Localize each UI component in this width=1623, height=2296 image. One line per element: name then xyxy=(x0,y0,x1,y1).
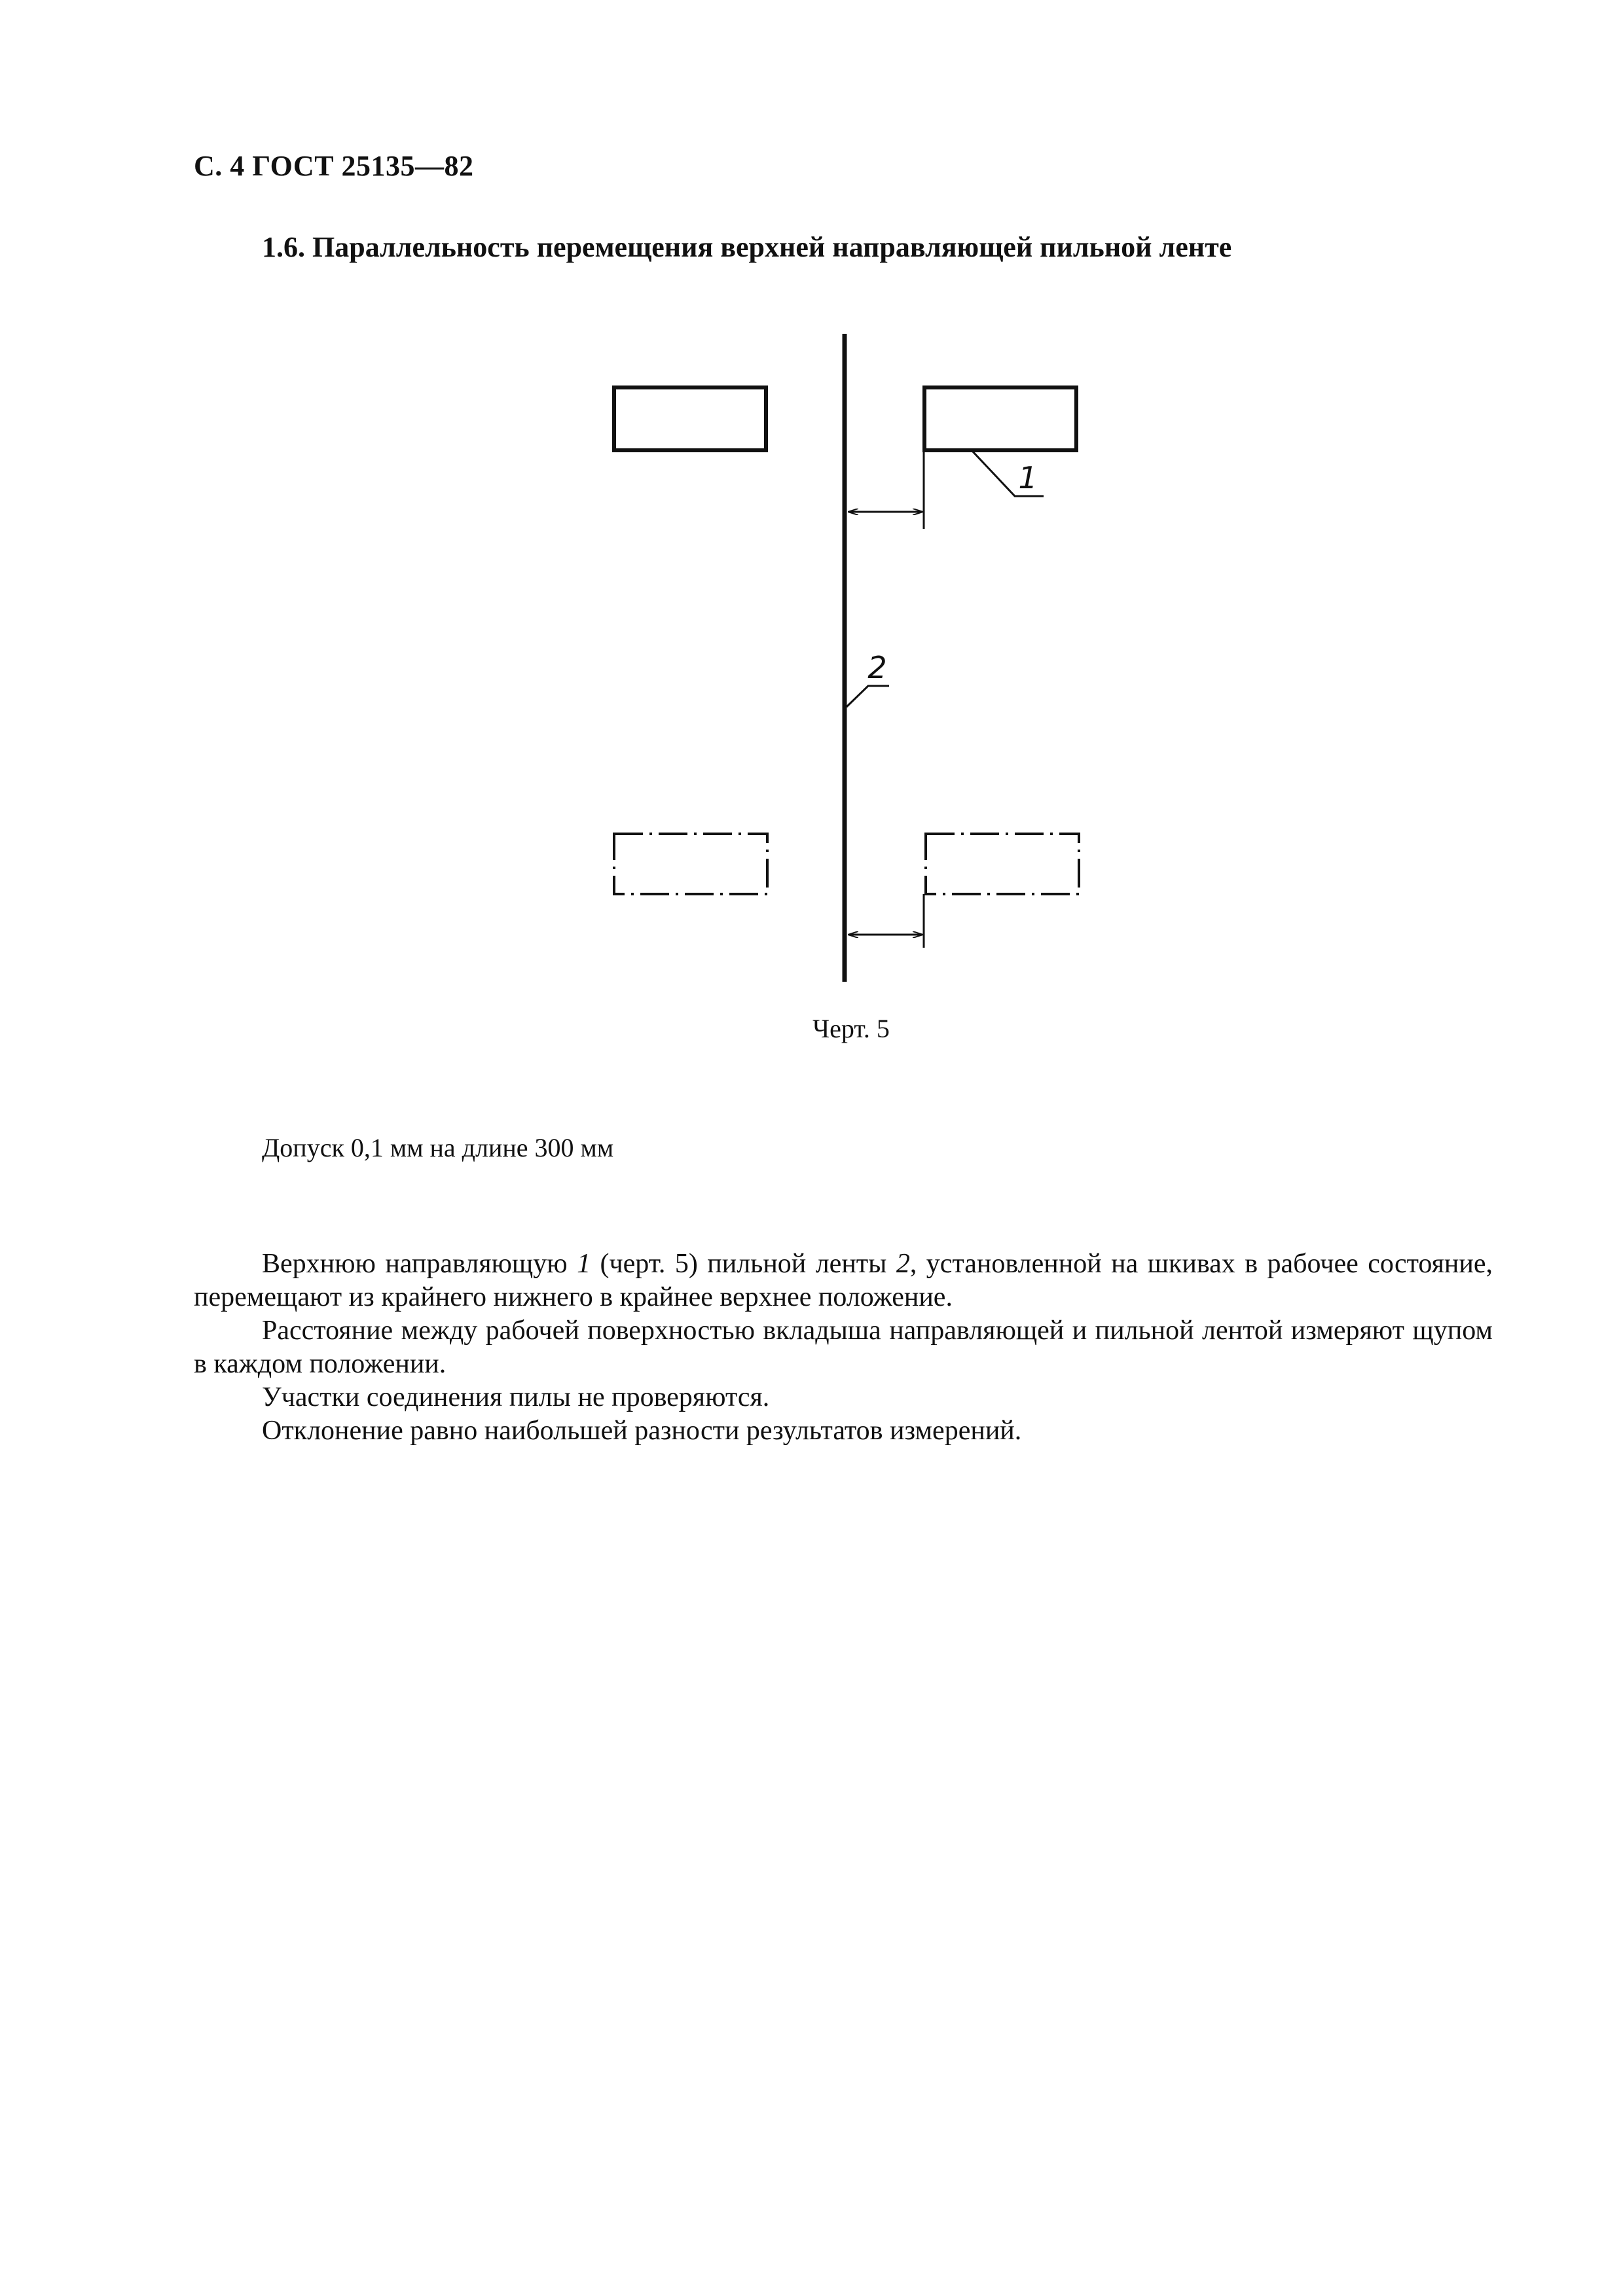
lower-left-guide-block xyxy=(614,834,767,894)
figure-svg xyxy=(589,327,1113,995)
tolerance-note: Допуск 0,1 мм на длине 300 мм xyxy=(262,1133,614,1162)
paragraph-1 xyxy=(194,1247,1493,1314)
paragraph-1-part-b: (черт. 5) пильной ленты xyxy=(591,1249,896,1279)
label-2: 2 xyxy=(867,650,887,685)
figure-drawing xyxy=(589,327,1113,995)
paragraph-2: Расстояние между рабочей поверхностью вкладыша направляющей и пильной лентой измеряют щупом в каждом положении. xyxy=(194,1316,1493,1379)
paragraph-1-part-a: Верхнюю направляющую xyxy=(262,1249,577,1279)
upper-right-guide-block xyxy=(924,387,1076,450)
leader-line-2 xyxy=(847,686,889,707)
reference-2: 2 xyxy=(896,1249,910,1279)
reference-1: 1 xyxy=(577,1249,591,1279)
paragraph-3: Участки соединения пилы не проверяются. xyxy=(262,1382,770,1412)
figure-caption: Черт. 5 xyxy=(812,1014,890,1043)
body-text xyxy=(194,1247,1493,1448)
label-1: 1 xyxy=(1018,460,1038,495)
paragraph-1-part-c: , установленной на шкивах в рабочее состояние, перемещают из крайнего нижнего в крайнее верхнее положение. xyxy=(194,1249,1493,1312)
paragraph-4: Отклонение равно наибольшей разности результатов измерений. xyxy=(262,1416,1022,1446)
section-title: 1.6. Параллельность перемещения верхней направляющей пильной ленте xyxy=(262,231,1232,263)
page-header: С. 4 ГОСТ 25135—82 xyxy=(194,150,474,182)
upper-left-guide-block xyxy=(614,387,766,450)
lower-right-guide-block xyxy=(926,834,1079,894)
